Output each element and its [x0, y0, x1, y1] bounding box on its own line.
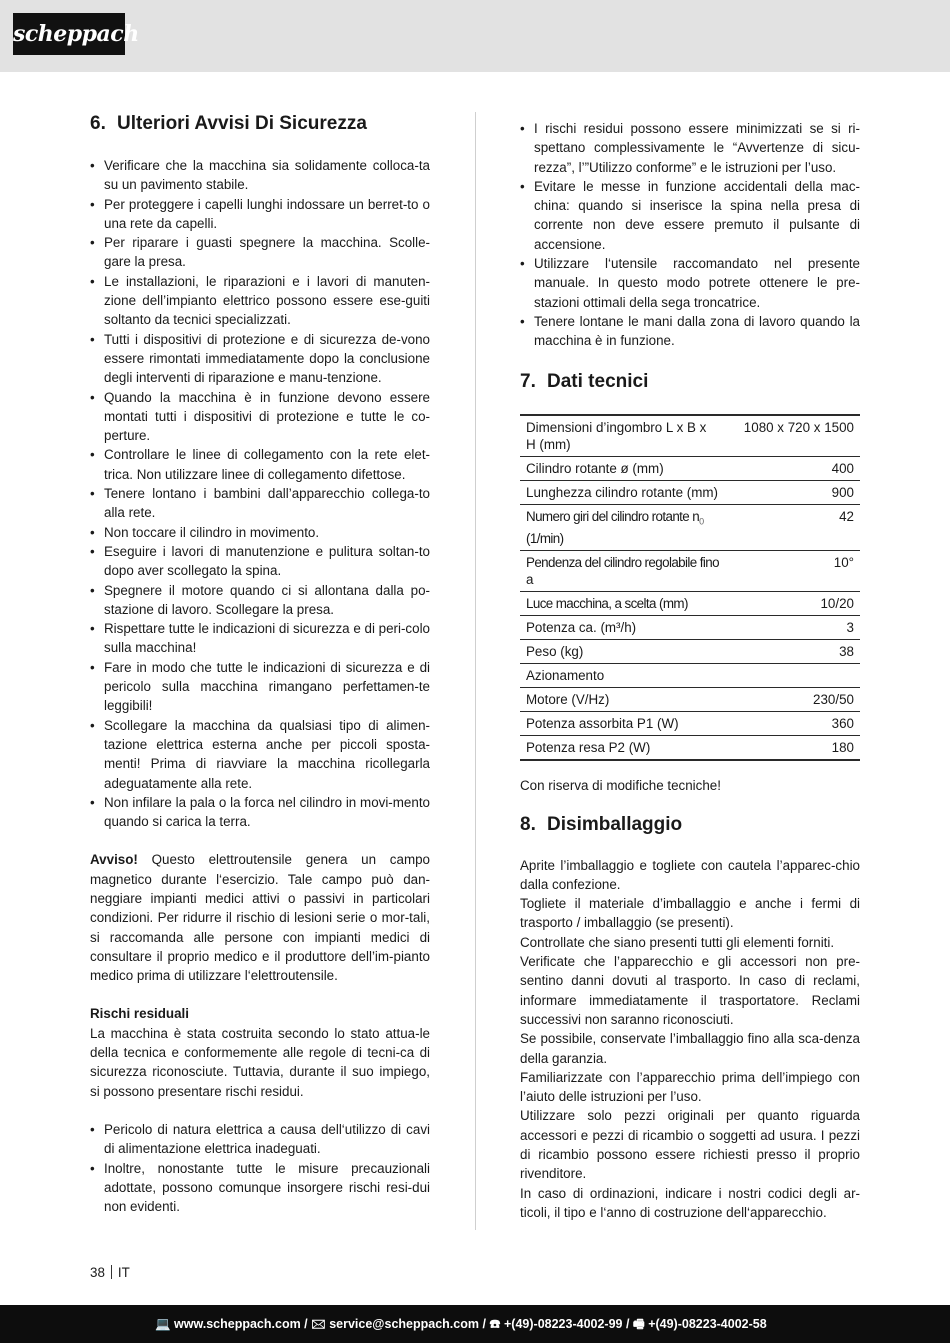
list-item: • Tenere lontane le mani dalla zona di lavoro quando la macchina è in funzione. [520, 312, 860, 351]
table-cell-label: Motore (V/Hz) [520, 688, 725, 712]
page-language: IT [117, 1265, 130, 1280]
table-cell-value: 10° [725, 551, 860, 592]
table-row [520, 616, 860, 640]
list-item: • Eseguire i lavori di manutenzione e pulitura soltan-to dopo aver scollegato la spina. [90, 542, 430, 581]
table-row [520, 504, 860, 551]
residual-bullet-list [90, 1120, 430, 1216]
table-row [520, 456, 860, 480]
technical-data-table [520, 414, 860, 762]
table-row [520, 640, 860, 664]
rpm-label: Numero giri del cilindro rotante n [526, 508, 700, 524]
table-cell-label: Potenza assorbita P1 (W) [520, 712, 725, 736]
section-7-heading [520, 370, 860, 394]
brand-logo: scheppach [13, 13, 125, 55]
table-cell-value: 230/50 [725, 688, 860, 712]
left-column [90, 112, 430, 1216]
warning-paragraph [90, 850, 430, 985]
table-row [520, 415, 860, 457]
footer-contact-text: 💻 www.scheppach.com / 🖂 service@scheppach.com / ☎ +(49)-08223-4002-99 / 🖷 +(49)-08223-4002-58 [155, 1317, 767, 1331]
safety-bullet-list [90, 156, 430, 831]
section-7-number: 7. [520, 370, 536, 392]
right-column [520, 119, 860, 1222]
list-item: • Fare in modo che tutte le indicazioni di sicurezza e di pericolo sulla macchina rimangano perfettamen-te leggibili! [90, 658, 430, 716]
page-number-separator [111, 1265, 112, 1279]
table-row [520, 736, 860, 761]
table-cell-label [520, 504, 725, 551]
table-row [520, 688, 860, 712]
table-cell-label: Lunghezza cilindro rotante (mm) [520, 480, 725, 504]
section-6-title: Ulteriori Avvisi Di Sicurezza [117, 113, 367, 134]
list-item: • Scollegare la macchina da qualsiasi tipo di alimen-tazione elettrica esterna anche per piccoli sposta-menti! Prima di riavviare la macchina ricollegarla adeguatamente alla rete. [90, 716, 430, 793]
footer-bar [0, 1305, 950, 1343]
paragraph: Verificate che l’apparecchio e gli accessori non pre-sentino danni dovuti al trasporto. In caso di reclami, informare immediatamente il trasportatore. Reclami successivi non saranno riconosciuti. [520, 954, 860, 1027]
table-row [520, 712, 860, 736]
table-cell-value: 180 [725, 736, 860, 761]
table-cell-label: Pendenza del cilindro regolabile fino a [520, 551, 725, 592]
list-item: • Tenere lontano i bambini dall’apparecchio collega-to alla rete. [90, 484, 430, 523]
table-cell-value: 900 [725, 480, 860, 504]
section-7-title: Dati tecnici [547, 370, 649, 392]
section-8-heading [520, 813, 860, 837]
table-cell-value: 10/20 [725, 592, 860, 616]
residual-risks-heading: Rischi residuali [90, 1006, 189, 1022]
table-row [520, 551, 860, 592]
list-item: • Per riparare i guasti spegnere la macchina. Scolle-gare la presa. [90, 233, 430, 272]
table-cell-label: Dimensioni d’ingombro L x B x H (mm) [520, 415, 725, 457]
table-cell-value [725, 664, 860, 688]
technical-note: Con riserva di modifiche tecniche! [520, 778, 721, 794]
rpm-unit: (1/min) [526, 531, 564, 547]
table-cell-label: Cilindro rotante ø (mm) [520, 456, 725, 480]
list-item: • Per proteggere i capelli lunghi indossare un berret-to o una rete da capelli. [90, 195, 430, 234]
table-cell-label: Potenza ca. (m³/h) [520, 616, 725, 640]
table-cell-value: 38 [725, 640, 860, 664]
table-row [520, 480, 860, 504]
list-item: • Utilizzare l‘utensile raccomandato nel presente manuale. In questo modo potrete ottenere le pre-stazioni ottimali della sega troncatrice. [520, 254, 860, 312]
warning-label: Avviso! [90, 852, 138, 868]
residual-risks-text: La macchina è stata costruita secondo lo stato attua-le della tecnica e conformemente alle regole di tecni-ca di sicurezza riconosciute. Tuttavia, durante il suo impiego, si possono presentare rischi residui. [90, 1025, 430, 1099]
table-cell-value: 3 [725, 616, 860, 640]
table-cell-value: 42 [725, 504, 860, 551]
section-6-number: 6. [90, 113, 106, 134]
column-divider [475, 112, 476, 1230]
list-item: • Pericolo di natura elettrica a causa dell‘utilizzo di cavi di alimentazione elettrica inadeguati. [90, 1120, 430, 1159]
table-cell-label: Potenza resa P2 (W) [520, 736, 725, 761]
list-item: • Le installazioni, le riparazioni e i lavori di manuten-zione dell’impianto elettrico possono essere ese-guiti soltanto da tecnici specializzati. [90, 272, 430, 330]
residual-bullet-list-continued [520, 119, 860, 351]
paragraph: Aprite l’imballaggio e togliete con cautela l’apparec-chio dalla confezione. [520, 857, 860, 892]
table-row [520, 664, 860, 688]
warning-text: Questo elettroutensile genera un campo magnetico durante l‘esercizio. Tale campo può dan-neggiare impianti medici attivi o passivi in particolari condizioni. Per ridurre il rischio di lesioni serie o mor-tali, si raccomanda alle persone con impianti medici di consultare il proprio medico e il produttore dell’im-pianto medico prima di utilizzare l‘elettroutensile. [90, 852, 430, 984]
table-cell-value: 400 [725, 456, 860, 480]
paragraph: Utilizzare solo pezzi originali per quanto riguarda accessori e pezzi di ricambio o soggetti ad usura. I pezzi di ricambio possono essere richiesti presso il proprio rivenditore. [520, 1108, 860, 1182]
paragraph: Se possibile, conservate l’imballaggio fino alla sca-denza della garanzia. [520, 1031, 860, 1066]
paragraph: Togliete il materiale d’imballaggio e anche i fermi di trasporto / imballaggio (se presenti). [520, 896, 860, 931]
paragraph: Familiarizzate con l’apparecchio prima dell’impiego con l’aiuto delle istruzioni per l’uso. [520, 1069, 860, 1105]
paragraph: Controllate che siano presenti tutti gli elementi forniti. [520, 934, 835, 950]
list-item: • Non infilare la pala o la forca nel cilindro in movi-mento quando si carica la terra. [90, 793, 430, 832]
table-row [520, 592, 860, 616]
list-item: • Tutti i dispositivi di protezione e di sicurezza de-vono essere rimontati immediatamente dopo la conclusione degli interventi di riparazione e manu-tenzione. [90, 330, 430, 388]
list-item: • Spegnere il motore quando ci si allontana dalla po-stazione di lavoro. Scollegare la presa. [90, 581, 430, 620]
rpm-subscript: 0 [699, 516, 704, 527]
unpacking-text [520, 856, 860, 1223]
list-item: • Quando la macchina è in funzione devono essere montati tutti i dispositivi di protezione e tutte le co-perture. [90, 388, 430, 446]
section-8-number: 8. [520, 813, 536, 835]
table-cell-label: Peso (kg) [520, 640, 725, 664]
list-item: • Controllare le linee di collegamento con la rete elet-trica. Non utilizzare linee di collegamento difettose. [90, 445, 430, 484]
list-item: • Inoltre, nonostante tutte le misure precauzionali adottate, possono comunque insorgere rischi resi-dui non evidenti. [90, 1159, 430, 1217]
section-8-title: Disimballaggio [547, 813, 683, 835]
table-cell-label: Luce macchina, a scelta (mm) [520, 592, 725, 616]
page-number [90, 1265, 130, 1280]
page-number-value: 38 [90, 1265, 105, 1280]
paragraph: In caso di ordinazioni, indicare i nostri codici degli ar-ticoli, il tipo e l‘anno di costruzione dell‘apparecchio. [520, 1185, 860, 1220]
list-item: • Verificare che la macchina sia solidamente colloca-ta su un pavimento stabile. [90, 156, 430, 195]
section-6-heading [90, 112, 430, 136]
table-cell-value: 1080 x 720 x 1500 [725, 415, 860, 457]
list-item: • Rispettare tutte le indicazioni di sicurezza e di peri-colo sulla macchina! [90, 619, 430, 658]
header-bar [0, 0, 950, 72]
table-cell-label: Azionamento [520, 664, 725, 688]
table-cell-value: 360 [725, 712, 860, 736]
list-item: • Evitare le messe in funzione accidentali della mac-china: quando si inserisce la spina nella presa di corrente non deve essere premuto il pulsante di accensione. [520, 177, 860, 254]
list-item: • I rischi residui possono essere minimizzati se si ri-spettano complessivamente le “Avvertenze di sicu-rezza”, l’”Utilizzo conforme” e le istruzioni per l’uso. [520, 119, 860, 177]
list-item: • Non toccare il cilindro in movimento. [90, 523, 430, 542]
